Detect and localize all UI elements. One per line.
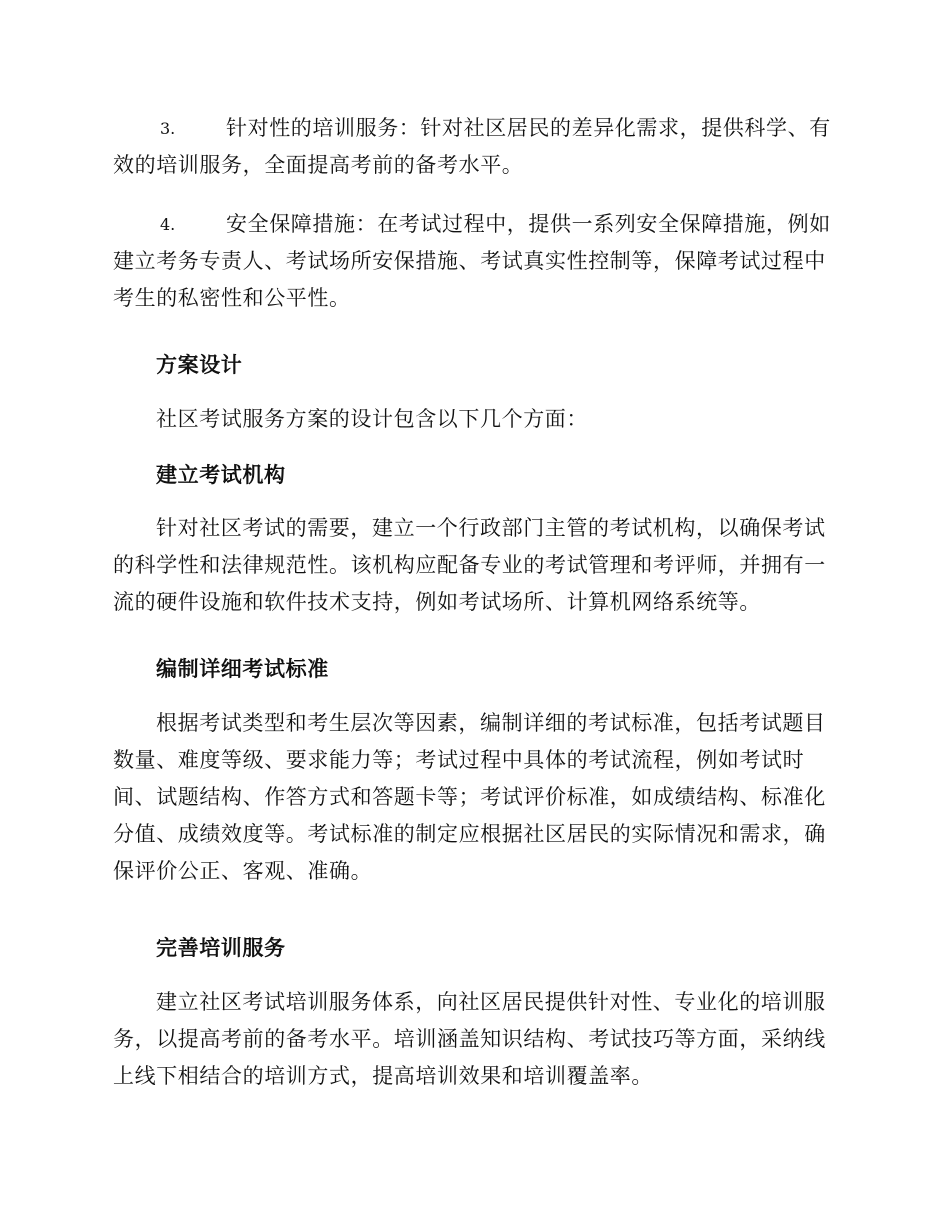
list-number: 3.: [160, 119, 176, 138]
subsection-body-standards: 根据考试类型和考生层次等因素，编制详细的考试标准，包括考试题目数量、难度等级、要求能力等；考试过程中具体的考试流程，例如考试时间、试题结构、作答方式和答题卡等；考试评价标准，如成绩结构、标准化分值、成绩效度等。考试标准的制定应根据社区居民的实际情况和需求，确保评价公正、客观、准确。: [113, 711, 826, 883]
list-number: 4.: [160, 215, 176, 234]
subsection-title-standards: 编制详细考试标准: [156, 656, 329, 681]
list-item-text: 安全保障措施：在考试过程中，提供一系列安全保障措施，例如建立考务专责人、考试场所安保措施、考试真实性控制等，保障考试过程中考生的私密性和公平性。: [113, 212, 831, 310]
section-intro: 社区考试服务方案的设计包含以下几个方面：: [156, 407, 588, 431]
list-item-4: [113, 206, 835, 317]
subsection-title-organization: 建立考试机构: [156, 462, 286, 487]
list-item-text: 针对性的培训服务：针对社区居民的差异化需求，提供科学、有效的培训服务，全面提高考前的备考水平。: [113, 116, 831, 177]
subsection-body-training: 建立社区考试培训服务体系，向社区居民提供针对性、专业化的培训服务，以提高考前的备考水平。培训涵盖知识结构、考试技巧等方面，采纳线上线下相结合的培训方式，提高培训效果和培训覆盖率。: [113, 990, 826, 1088]
section-title: 方案设计: [156, 352, 243, 377]
subsection-title-training: 完善培训服务: [156, 935, 286, 960]
subsection-body-organization: 针对社区考试的需要，建立一个行政部门主管的考试机构，以确保考试的科学性和法律规范性。该机构应配备专业的考试管理和考评师，并拥有一流的硬件设施和软件技术支持，例如考试场所、计算机网络系统等。: [113, 516, 826, 614]
list-item-3: [113, 110, 835, 184]
